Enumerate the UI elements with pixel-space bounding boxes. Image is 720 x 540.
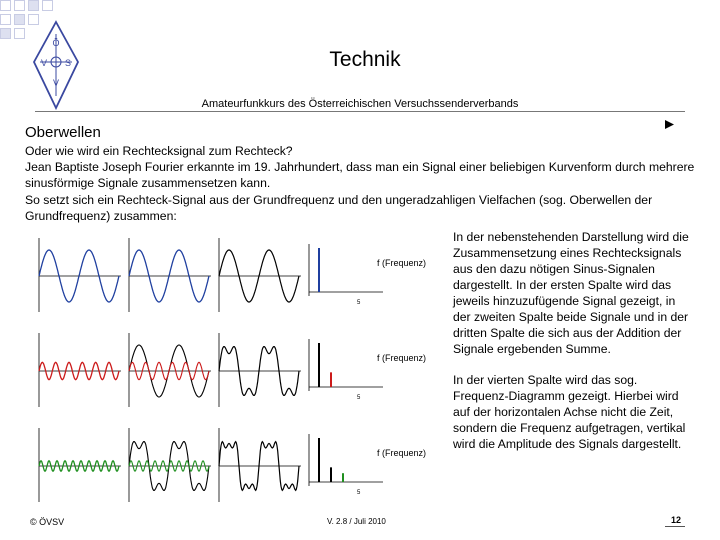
footer-version: V. 2.8 / Juli 2010	[327, 517, 386, 526]
decor-square	[42, 0, 53, 11]
page-subtitle: Amateurfunkkurs des Österreichischen Versuchssenderverbands	[201, 98, 519, 110]
footer-copyright: © ÖVSV	[30, 517, 65, 527]
intro-text	[25, 143, 695, 224]
description-text	[453, 229, 693, 452]
description-paragraph: In der vierten Spalte wird das sog. Frequenz-Diagramm gezeigt. Hierbei wird auf der horizontalen Achse nicht die Zeit, sondern die Frequenz aufgetragen, vertikal wird die Amplitude des Signals dargestellt.	[453, 373, 686, 451]
fourier-figure	[33, 228, 441, 513]
intro-line: Oder wie wird ein Rechtecksignal zum Rechteck?	[25, 144, 293, 158]
page-title: Technik	[329, 48, 401, 71]
frequency-axis-label: f (Frequenz)	[377, 258, 427, 268]
slide-heading: Oberwellen	[25, 124, 101, 141]
logo-letter: S	[64, 58, 72, 68]
frequency-axis-label: f (Frequenz)	[377, 448, 427, 458]
decor-square	[14, 14, 25, 25]
spectrum-tick-label: 5	[357, 300, 361, 306]
header-divider	[35, 111, 685, 112]
play-arrow-icon	[664, 119, 675, 130]
decor-square	[0, 14, 11, 25]
intro-line: Jean Baptiste Joseph Fourier erkannte im 19. Jahrhundert, dass man ein Signal einer beliebigen Kurvenform durch mehrere sinusförmige Signale zusammensetzen kann.	[25, 160, 695, 191]
spectrum-tick-label: 5	[357, 490, 361, 496]
intro-line: So setzt sich ein Rechteck-Signal aus der Grundfrequenz und den ungeradzahligen Vielfachen (sog. Oberwellen der Grundfrequenz) zusammen:	[25, 192, 653, 223]
decor-square	[14, 28, 25, 39]
decor-square	[0, 28, 11, 39]
decor-square	[0, 0, 11, 11]
decor-square	[14, 0, 25, 11]
spectrum-tick-label: 5	[357, 395, 361, 401]
description-paragraph: In der nebenstehenden Darstellung wird die Zusammensetzung eines Rechtecksignals aus den dazu nötigen Sinus-Signalen dargestellt. In der ersten Spalte wird das jeweils hinzuzufügende Signal gezeigt, in der zweiten Spalte beide Signale und in der dritten Spalte die sich aus der Addition der Signale ergebenden Summe.	[453, 230, 689, 356]
logo-letter: Ö	[52, 38, 60, 48]
logo-letter: V	[40, 58, 48, 68]
page-number: 12	[671, 515, 682, 525]
logo-letter: V	[52, 78, 60, 88]
next-slide-button[interactable]	[664, 118, 675, 133]
frequency-axis-label: f (Frequenz)	[377, 353, 427, 363]
page-number-divider	[665, 526, 685, 527]
decor-square	[28, 0, 39, 11]
harmonic-wave	[39, 461, 119, 471]
